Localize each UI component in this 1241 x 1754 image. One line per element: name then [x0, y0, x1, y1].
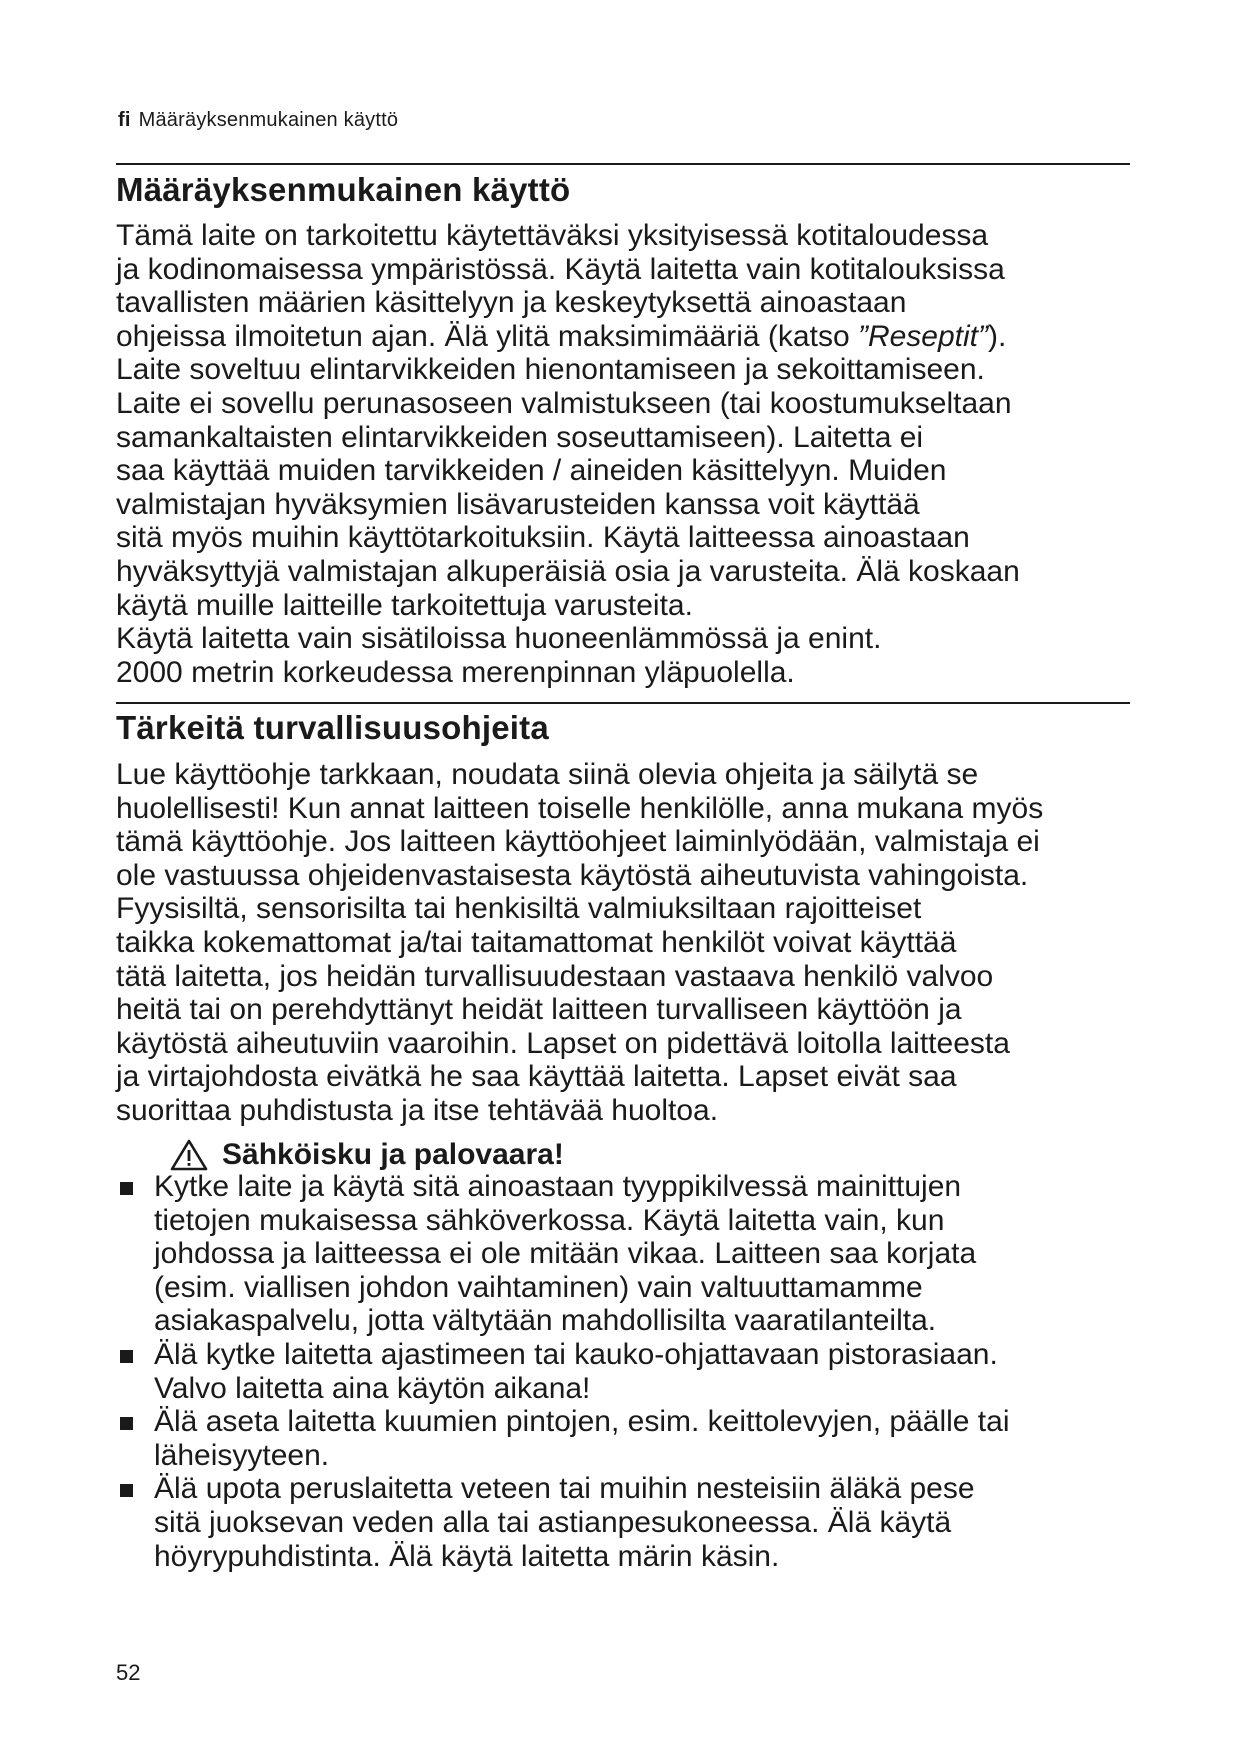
text-line: Lue käyttöohje tarkkaan, noudata siinä olevia ohjeita ja säilytä se: [116, 758, 979, 791]
square-bullet-icon: [120, 1417, 133, 1430]
section-divider-2: [116, 702, 1130, 704]
text-line: Fyysisiltä, sensorisilta tai henkisiltä valmiuksiltaan rajoitteiset: [116, 892, 922, 926]
text-line: (esim. viallisen johdon vaihtaminen) vain valtuuttamamme: [154, 1270, 923, 1304]
text-line: tämä käyttöohje. Jos laitteen käyttöohjeet laiminlyödään, valmistaja ei: [116, 825, 1040, 859]
text-line: ja kodinomaisessa ympäristössä. Käytä laitetta vain kotitalouksissa: [116, 252, 1005, 286]
text-line: samankaltaisten elintarvikkeiden soseuttamiseen). Laitetta ei: [116, 420, 924, 454]
warning-heading: [170, 1138, 564, 1172]
section-body-safety: [116, 758, 1146, 1128]
text-line: höyrypuhdistinta. Älä käytä laitetta märin käsin.: [154, 1539, 780, 1573]
text-line: ja virtajohdosta eivätkä he saa käyttää laitetta. Lapset eivät saa: [116, 1060, 957, 1094]
text-line: ole vastuussa ohjeidenvastaisesta käytöstä aiheutuvista vahingoista.: [116, 858, 1029, 892]
text-line: taikka kokemattomat ja/tai taitamattomat henkilöt voivat käyttää: [116, 925, 957, 959]
text-line: Älä kytke laitetta ajastimeen tai kauko-ohjattavaan pistorasiaan.: [154, 1337, 998, 1371]
text-line: johdossa ja laitteessa ei ole mitään vikaa. Laitteen saa korjata: [154, 1237, 977, 1271]
page-number: 52: [116, 1660, 141, 1685]
square-bullet-icon: [120, 1182, 133, 1195]
text-line: käytä muille laitteille tarkoitettuja varusteita.: [116, 588, 693, 622]
text-line: Laite ei sovellu perunasoseen valmistukseen (tai koostumukseltaan: [116, 386, 1012, 420]
section-divider-1: [116, 163, 1130, 165]
text-line: tietojen mukaisessa sähköverkossa. Käytä laitetta vain, kun: [154, 1203, 945, 1237]
section-title-intended-use: Määräyksenmukainen käyttö: [116, 171, 571, 208]
square-bullet-icon: [120, 1350, 133, 1363]
text-line: käytöstä aiheutuviin vaaroihin. Lapset on pidettävä loitolla laitteesta: [116, 1026, 1010, 1060]
section-body-intended-use: [116, 219, 1146, 689]
recipe-reference: ”Reseptit”: [857, 319, 989, 353]
text-line: tätä laitetta, jos heidän turvallisuudestaan vastaava henkilö valvoo: [116, 959, 994, 993]
text-line: tavallisten määrien käsittelyyn ja keskeytyksettä ainoastaan: [116, 286, 907, 320]
text-line: suorittaa puhdistusta ja itse tehtävää huoltoa.: [116, 1093, 719, 1127]
text-line: saa käyttää muiden tarvikkeiden / aineiden käsittelyyn. Muiden: [116, 454, 947, 488]
list-item: [116, 1472, 1156, 1573]
text-line: läheisyyteen.: [154, 1438, 330, 1472]
section-title-safety: Tärkeitä turvallisuusohjeita: [116, 709, 549, 746]
text-segment: ohjeissa ilmoitetun ajan. Älä ylitä maksimimääriä (katso: [116, 319, 858, 353]
square-bullet-icon: [120, 1484, 133, 1497]
text-line: Käytä laitetta vain sisätiloissa huoneenlämmössä ja enint.: [116, 622, 882, 656]
text-line: valmistajan hyväksymien lisävarusteiden kanssa voit käyttää: [116, 487, 920, 521]
text-segment: ).: [988, 319, 1007, 353]
list-item: [116, 1405, 1156, 1472]
text-line: Älä aseta laitetta kuumien pintojen, esim. keittolevyjen, päälle tai: [154, 1405, 1010, 1439]
language-code: fi: [118, 109, 131, 131]
text-line: 2000 metrin korkeudessa merenpinnan yläpuolella.: [116, 655, 795, 689]
text-line: Laite soveltuu elintarvikkeiden hienontamiseen ja sekoittamiseen.: [116, 353, 985, 387]
list-item: [116, 1338, 1156, 1405]
text-line: Tämä laite on tarkoitettu käytettäväksi yksityisessä kotitaloudessa: [116, 219, 989, 252]
text-line: sitä juoksevan veden alla tai astianpesukoneessa. Älä käytä: [154, 1505, 952, 1539]
text-line: sitä myös muihin käyttötarkoituksiin. Käytä laitteessa ainoastaan: [116, 521, 970, 555]
warning-title: Sähköisku ja palovaara!: [222, 1138, 564, 1171]
safety-bullet-list: [116, 1170, 1156, 1573]
text-line: hyväksyttyjä valmistajan alkuperäisiä osia ja varusteita. Älä koskaan: [116, 554, 1020, 588]
text-line: Kytke laite ja käytä sitä ainoastaan tyyppikilvessä mainittujen: [154, 1170, 962, 1203]
running-header-section: Määräyksenmukainen käyttö: [138, 109, 399, 131]
warning-triangle-icon: [170, 1139, 208, 1171]
running-header: [118, 108, 398, 132]
text-line: heitä tai on perehdyttänyt heidät laitteen turvalliseen käyttöön ja: [116, 993, 962, 1027]
text-line-with-reference: [116, 320, 1146, 354]
list-item: [116, 1170, 1156, 1338]
text-line: asiakaspalvelu, jotta vältytään mahdollisilta vaaratilanteilta.: [154, 1304, 937, 1338]
text-line: Älä upota peruslaitetta veteen tai muihin nesteisiin äläkä pese: [154, 1472, 975, 1506]
text-line: Valvo laitetta aina käytön aikana!: [154, 1371, 591, 1405]
text-line: huolellisesti! Kun annat laitteen toiselle henkilölle, anna mukana myös: [116, 791, 1044, 825]
